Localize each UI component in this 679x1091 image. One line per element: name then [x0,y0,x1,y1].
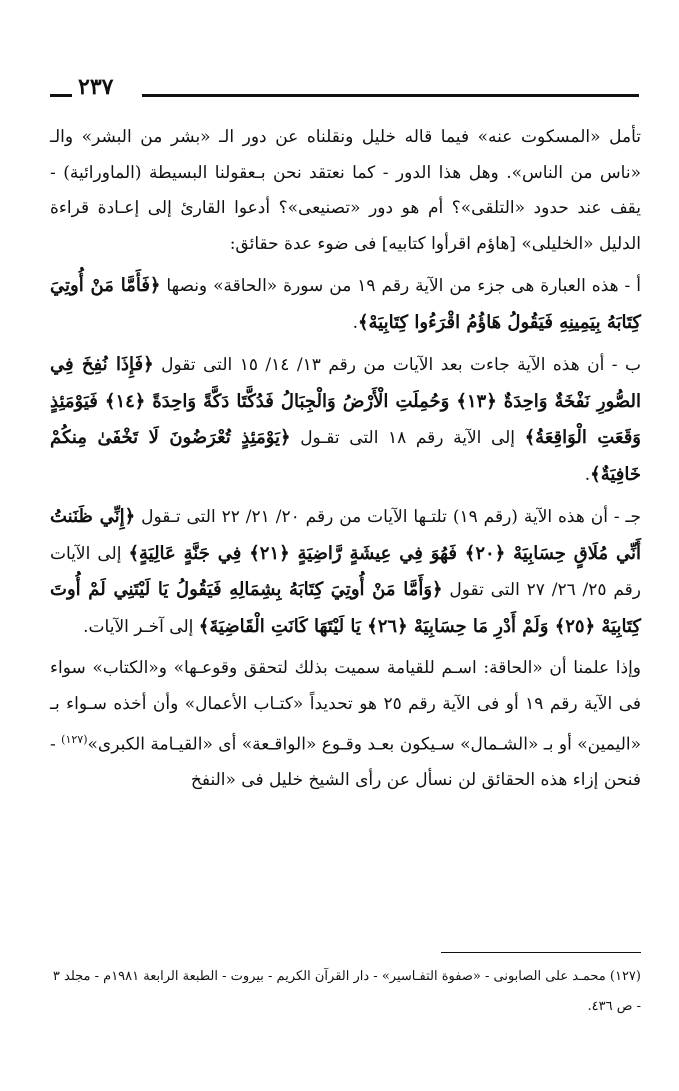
paragraph [50,499,641,645]
page-header [50,70,639,100]
paragraph-text: ب - أن هذه الآية جاءت بعد الآيات من رقم ١٣/ ١٤/ ١٥ التى تقول [153,355,641,375]
footnote-rule [441,952,641,953]
paragraph [50,347,641,493]
paragraph-text: إلى آخـر الآيات. [83,616,199,637]
quran-verse: ﴿فَأَمَّا مَنْ أُوتِيَ كِتَابَهُ بِيَمِينِهِ فَيَقُولُ هَاؤُمُ اقْرَءُوا كِتَابِيَهْ﴾ [50,275,641,333]
paragraph [50,120,641,262]
paragraph-text: وإذا علمنا أن «الحاقة: اسـم للقيامة سميت بذلك لتحقق وقوعـها» و«الكتاب» سواء فى الآية رقم ١٩ أو فى الآية رقم ٢٥ هو تحديداً «كتـاب الأعمال» وأن أخذه سـواء بـ «اليمين» أو بـ «الشـمال» سـيكون بعـد وقـوع «الواقـعة» أى «القيـامة الكبرى» [50,658,642,755]
paragraph-text: أ - هذه العبارة هى جزء من الآية رقم ١٩ من سورة «الحاقة» ونصها [160,276,641,296]
paragraph-text: تأمل «المسكوت عنه» فيما قاله خليل ونقلناه عن دور الـ «بشر من البشر» والـ «ناس من الناس». وهل هذا الدور - كما نعتقد نحن بـعقولنا البسيطة (الماورائية) - يقف عند حدود «التلقى»؟ أم هو دور «تصنيعى»؟ أدعوا القارئ إلى إعـادة قراءة الدليل «الخليلى» [هاؤم اقرأوا كتابيه] فى ضوء عدة حقائق: [50,127,641,254]
paragraph-text: . [352,312,358,333]
quran-verse: ﴿إِنِّي ظَنَنتُ أَنِّي مُلَاقٍ حِسَابِيَهْ ﴿٢٠﴾ فَهُوَ فِي عِيشَةٍ رَّاضِيَةٍ ﴿٢١﴾ فِي جَنَّةٍ عَالِيَةٍ﴾ [50,506,641,564]
footnote: (١٢٧) محمـد على الصابونى - «صفوة التفـاسير» - دار القرآن الكريم - بيروت - الطبعة الرابعة ١٩٨١م - مجلد ٣ - ص ٤٣٦. [52,969,641,1014]
paragraph-text: جـ - أن هذه الآية (رقم ١٩) تلتـها الآيات من رقم ٢٠/ ٢١/ ٢٢ التى تـقول [135,507,642,527]
header-rule [142,94,639,97]
quran-verse: ﴿يَوْمَئِذٍ تُعْرَضُونَ لَا تَخْفَىٰ مِنكُمْ خَافِيَةٌ﴾ [50,427,641,485]
footnote-reference: (١٢٧) [61,733,88,746]
page-number: ٢٣٧ [78,74,114,100]
paragraph-text: إلى الآيات رقم ٢٥/ ٢٦/ ٢٧ التى تقول [50,543,642,600]
body-text [50,120,641,805]
quran-verse: ﴿وَأَمَّا مَنْ أُوتِيَ كِتَابَهُ بِشِمَالِهِ فَيَقُولُ يَا لَيْتَنِي لَمْ أُوتَ كِتَابِيَهْ ﴿٢٥﴾ وَلَمْ أَدْرِ مَا حِسَابِيَهْ ﴿٢٦﴾ يَا لَيْتَهَا كَانَتِ الْقَاضِيَةَ﴾ [50,579,641,637]
paragraph [50,651,641,799]
paragraph-text: - فنحن إزاء هذه الحقائق لن نسأل عن رأى الشيخ خليل فى «النفخ [50,734,641,791]
quran-verse: ﴿فَإِذَا نُفِخَ فِي الصُّورِ نَفْخَةٌ وَاحِدَةٌ ﴿١٣﴾ وَحُمِلَتِ الْأَرْضُ وَالْجِبَالُ فَدُكَّتَا دَكَّةً وَاحِدَةً ﴿١٤﴾ فَيَوْمَئِذٍ وَقَعَتِ الْوَاقِعَةُ﴾ [50,354,641,448]
footnotes [50,962,641,1022]
paragraph-text: . [584,464,591,485]
paragraph [50,268,641,341]
paragraph-text: إلى الآية رقم ١٨ التى تقـول [290,428,525,448]
header-rule-short [50,94,72,97]
